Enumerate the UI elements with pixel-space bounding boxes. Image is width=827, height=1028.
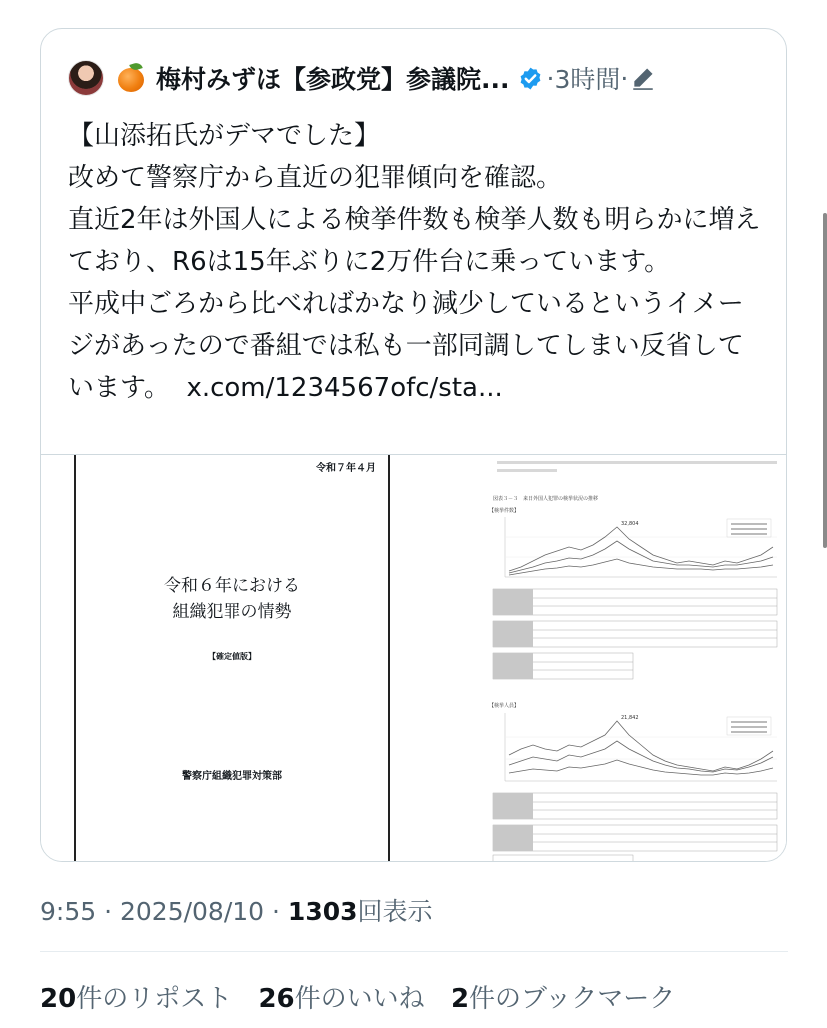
document-title-line1: 令和６年における: [164, 576, 300, 596]
bookmarks-stat[interactable]: [451, 984, 675, 1014]
persons-peak-label: 21,842: [621, 715, 639, 721]
bookmarks-count: 2: [450, 984, 470, 1014]
separator-dot: ·: [546, 63, 555, 93]
tweet-text: [68, 115, 768, 409]
orange-emoji-icon: [116, 63, 146, 93]
likes-stat[interactable]: [258, 984, 424, 1014]
scrollbar[interactable]: [823, 213, 827, 548]
tweet-body: 【山添拓氏がデマでした】 改めて警察庁から直近の犯罪傾向を確認。 直近2年は外国人による検挙件数も検挙人数も明らかに増えており、R6は15年ぶりに2万件台に乗っています。 平成中ごろから比べればかなり減少しているというイメージがあったので番組では私も一部同調してしまい反省しています。: [68, 121, 761, 403]
post-timestamp[interactable]: 9:55 · 2025/08/10 ·: [40, 897, 280, 926]
author-name[interactable]: 梅村みずほ【参政党】参議院...: [156, 65, 510, 94]
reposts-stat[interactable]: [40, 984, 232, 1014]
figure-title: 図表３－３ 来日外国人犯罪の検挙状況の推移: [493, 496, 599, 502]
document-title-line2: 組織犯罪の情勢: [172, 602, 292, 622]
likes-label: 件のいいね: [294, 984, 425, 1014]
attached-image[interactable]: [41, 454, 786, 862]
views-label: 回表示: [357, 897, 433, 926]
tweet-link[interactable]: x.com/1234567ofc/sta...: [186, 373, 503, 403]
tweet-card[interactable]: [40, 28, 787, 862]
avatar[interactable]: [68, 60, 104, 96]
post-time-ago[interactable]: 3時間: [554, 65, 621, 94]
document-org: 警察庁組織犯罪対策部: [182, 771, 282, 782]
persons-table: [493, 793, 777, 862]
divider: [40, 951, 788, 952]
document-cover-page: [74, 455, 390, 862]
reposts-label: 件のリポスト: [76, 984, 233, 1014]
document-statistics-page: [397, 455, 786, 862]
pencil-icon[interactable]: [630, 65, 656, 91]
separator-dot: ·: [620, 63, 629, 93]
statistics-page-drawing: [397, 455, 786, 862]
document-date: 令和７年４月: [316, 463, 376, 474]
engagement-stats: [40, 978, 693, 1015]
document-title: [76, 573, 388, 625]
views-count: 1303: [287, 897, 358, 926]
cases-table: [493, 589, 777, 679]
document-version: 【確定値版】: [208, 652, 256, 661]
bookmarks-label: 件のブックマーク: [469, 984, 676, 1014]
cases-peak-label: 32,804: [621, 521, 639, 527]
post-metadata: [40, 892, 433, 928]
verified-badge-icon: [518, 66, 543, 91]
cases-chart: [505, 517, 777, 577]
likes-count: 26: [258, 984, 295, 1014]
tweet-header: [68, 58, 762, 98]
persons-chart: [505, 713, 777, 781]
section-persons-label: 【検挙人員】: [489, 703, 520, 709]
reposts-count: 20: [40, 984, 77, 1014]
section-cases-label: 【検挙件数】: [489, 508, 520, 514]
